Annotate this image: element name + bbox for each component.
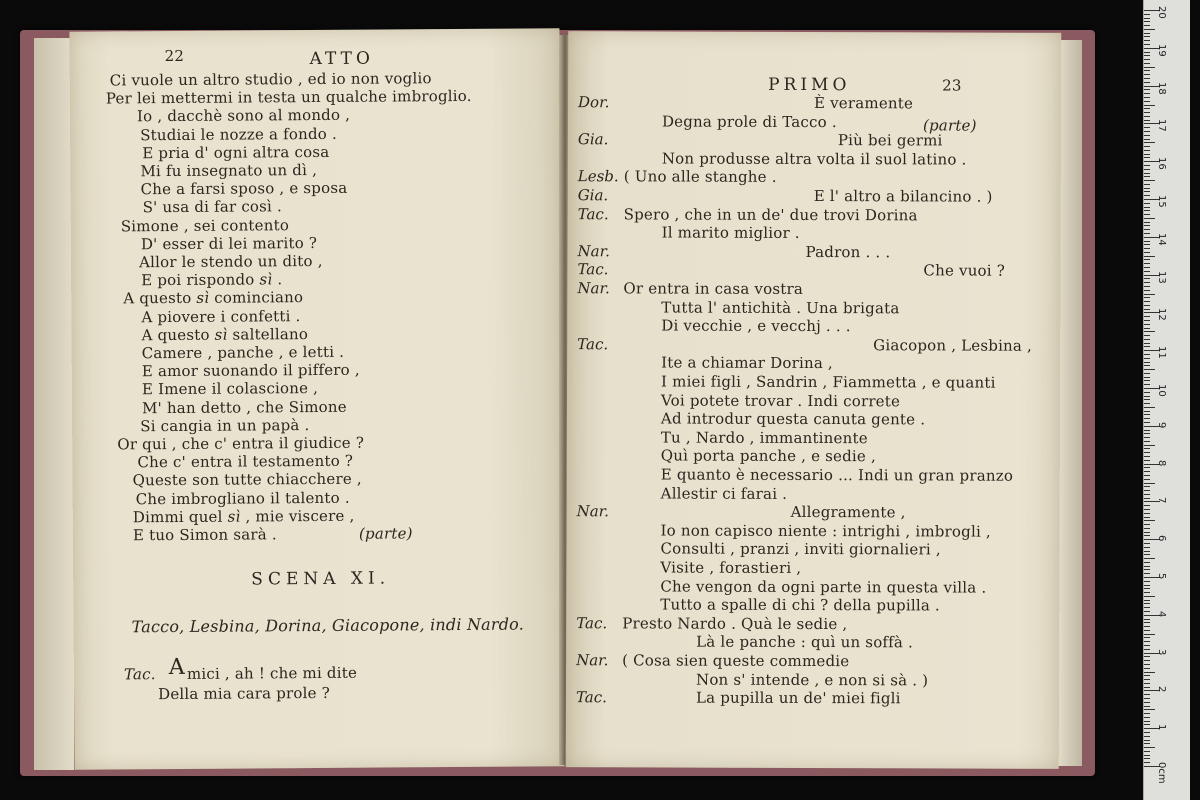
ruler-tick [1144, 743, 1150, 744]
dialogue-line: E l' altro a bilancino . ) [813, 186, 993, 206]
dialogue-line: Ite a chiamar Dorina , [661, 353, 833, 373]
right-page-edges [1058, 40, 1082, 766]
ruler-tick [1144, 320, 1150, 321]
dialogue-line: Tutto a spalle di chi ? della pupilla . [660, 595, 940, 615]
ruler-tick [1144, 441, 1150, 442]
ruler-tick [1144, 271, 1150, 272]
dialogue-line: Giacopon , Lesbina , [873, 336, 1033, 355]
ruler-tick [1144, 29, 1155, 30]
ruler-tick [1144, 456, 1150, 457]
ruler-tick [1144, 259, 1150, 260]
speaker-tac: Tac. [123, 665, 156, 684]
dialogue-line: Tutta l' antichità . Una brigata [661, 298, 900, 317]
ruler-tick [1144, 600, 1150, 601]
verse-line: Dimmi quel sì , mie viscere , [132, 506, 355, 527]
ruler-tick [1144, 173, 1150, 174]
verse-line: Studiai le nozze a fondo . [140, 124, 337, 144]
verse-line: E poi rispondo sì . [141, 270, 283, 290]
ruler-tick [1144, 52, 1150, 53]
dialogue-line: La pupilla un de' miei figli [695, 688, 901, 708]
ruler-tick [1144, 724, 1150, 725]
speaker-label: Nar. [576, 502, 610, 521]
ruler-tick [1144, 165, 1150, 166]
speaker-label: Tac. [577, 204, 609, 223]
ruler-tick [1144, 517, 1150, 518]
dialogue-line: Presto Nardo . Quà le sedie , [622, 614, 848, 633]
speaker-label: Tac. [576, 613, 608, 633]
ruler-number: 17 [1156, 119, 1167, 133]
ruler-tick [1144, 267, 1150, 268]
verse-line: Si cangia in un papà . [140, 415, 310, 436]
page-number-left: 22 [164, 46, 185, 66]
ruler-tick [1144, 698, 1150, 699]
ruler-tick [1144, 108, 1150, 109]
ruler-tick [1144, 747, 1155, 748]
verse-line: E Imene il colascione , [141, 379, 319, 399]
ruler-tick [1144, 430, 1150, 431]
ruler-number: 14 [1156, 232, 1167, 246]
ruler-tick [1144, 127, 1150, 128]
verse-line: D' esser di lei marito ? [140, 233, 318, 254]
ruler-number: 3 [1156, 648, 1167, 655]
dialogue-line: I miei figli , Sandrin , Fiammetta , e quanti [661, 372, 996, 392]
ruler-tick [1144, 203, 1150, 204]
ruler-number: 0cm [1156, 762, 1167, 784]
ruler-tick [1144, 225, 1150, 226]
ruler-tick [1144, 195, 1150, 196]
verse-line: A questo sì saltellano [141, 324, 309, 345]
ruler-tick [1144, 150, 1150, 151]
ruler-tick [1144, 702, 1150, 703]
ruler-tick [1144, 535, 1150, 536]
verse-line: Mi fu insegnato un dì , [140, 160, 318, 181]
ruler-tick [1144, 751, 1150, 752]
ruler-tick [1144, 588, 1150, 589]
dialogue-line: E quanto è necessario ... Indi un gran pranzo [660, 465, 1014, 485]
ruler-tick [1144, 437, 1150, 438]
ruler-tick [1144, 709, 1155, 710]
ruler-tick [1144, 384, 1150, 385]
ruler-tick [1144, 97, 1150, 98]
character-list: Tacco, Lesbina, Dorina, Giacopone, indi Nardo. [131, 614, 525, 637]
ruler-tick [1144, 596, 1155, 597]
running-head-left: ATTO [309, 48, 374, 70]
ruler-tick [1144, 524, 1150, 525]
ruler-tick [1144, 721, 1150, 722]
dialogue-line: Di vecchie , e vecchj . . . [661, 316, 851, 336]
verse-line: Or qui , che c' entra il giudice ? [117, 433, 365, 454]
ruler-tick [1144, 294, 1155, 295]
dialogue-line: Allegramente , [790, 503, 906, 522]
ruler-tick [1144, 679, 1150, 680]
ruler-tick [1144, 585, 1150, 586]
ruler-tick [1144, 626, 1150, 627]
ruler-tick [1144, 399, 1150, 400]
ruler-tick [1144, 40, 1150, 41]
speaker-label: Gia. [577, 130, 609, 149]
ruler-tick [1144, 184, 1150, 185]
ruler-tick [1144, 637, 1150, 638]
ruler-number: 20 [1156, 6, 1167, 19]
ruler-tick [1144, 362, 1150, 363]
ruler-tick [1144, 157, 1150, 158]
verse-line: Che c' entra il testamento ? [137, 451, 354, 472]
ruler-tick [1144, 82, 1150, 83]
ruler-tick [1144, 116, 1150, 117]
left-page [69, 28, 564, 769]
ruler-tick [1144, 706, 1150, 707]
ruler-tick [1144, 498, 1150, 499]
ruler-tick [1144, 346, 1150, 347]
ruler-tick [1144, 305, 1150, 306]
ruler-tick [1144, 188, 1150, 189]
ruler-tick [1144, 131, 1150, 132]
dialogue-line: Spero , che in un de' due trovi Dorina [623, 204, 918, 224]
ruler-tick [1144, 762, 1150, 763]
ruler-tick [1144, 433, 1150, 434]
ruler-tick [1144, 67, 1155, 68]
ruler-number: 18 [1156, 81, 1167, 95]
verse-line: E pria d' ogni altra cosa [142, 142, 330, 163]
ruler-tick [1144, 694, 1150, 695]
ruler-tick [1144, 377, 1150, 378]
ruler-tick [1144, 452, 1150, 453]
ruler-tick [1144, 656, 1150, 657]
dialogue-line: Padron . . . [805, 242, 891, 262]
ruler-tick [1144, 562, 1150, 563]
ruler-tick [1144, 668, 1150, 669]
ruler-number: 6 [1156, 535, 1167, 542]
ruler-tick [1144, 471, 1150, 472]
dialogue-line: Non s' intende , e non si sà . ) [695, 670, 929, 689]
ruler-tick [1144, 607, 1150, 608]
speaker-label: Gia. [577, 186, 609, 205]
ruler-tick [1144, 229, 1150, 230]
dialogue-line: Allestir ci farai . [660, 484, 788, 503]
italic-word: sì [214, 325, 228, 344]
stage-direction-parte: (parte) [358, 524, 413, 543]
ruler-tick [1144, 683, 1150, 684]
ruler-tick [1144, 135, 1150, 136]
ruler-tick [1144, 486, 1150, 487]
ruler-tick [1144, 479, 1150, 480]
ruler-tick [1144, 14, 1150, 15]
ruler-tick [1144, 392, 1150, 393]
verse-line: E tuo Simon sarà . (parte) [132, 524, 413, 545]
ruler-tick [1144, 214, 1150, 215]
dialogue-line: Ad introdur questa canuta gente . [660, 409, 926, 429]
dialogue-line: Che vuoi ? [923, 261, 1006, 281]
dialogue-line: Tu , Nardo , immantinente [660, 428, 868, 447]
ruler-tick [1144, 335, 1150, 336]
ruler-number: 19 [1156, 43, 1167, 57]
ruler-number: 15 [1156, 195, 1167, 208]
ruler-tick [1144, 755, 1150, 756]
ruler-tick [1144, 222, 1150, 223]
ruler-tick [1144, 422, 1150, 423]
ruler-tick [1144, 513, 1150, 514]
ruler-tick [1144, 528, 1150, 529]
ruler-tick [1144, 543, 1150, 544]
verse-line: Allor le stendo un dito , [138, 251, 323, 272]
ruler-tick [1144, 101, 1150, 102]
dialogue-line: Visite , forastieri , [660, 558, 802, 577]
ruler-tick [1144, 301, 1150, 302]
ruler-number: 7 [1156, 497, 1167, 504]
ruler-tick [1144, 736, 1150, 737]
verse-line: M' han detto , che Simone [141, 397, 347, 417]
ruler-tick [1144, 569, 1150, 570]
ruler-tick [1144, 324, 1150, 325]
verse-line: mici , ah ! che mi dite [186, 663, 358, 683]
dialogue-line: Degna prole di Tacco . [661, 112, 837, 131]
ruler-tick [1144, 369, 1155, 370]
ruler-tick [1144, 358, 1150, 359]
dialogue-line: Non produsse altra volta il suol latino . [661, 149, 967, 169]
verse-line: Che a farsi sposo , e sposa [140, 178, 348, 199]
ruler-tick [1144, 218, 1155, 219]
ruler-tick [1144, 263, 1150, 264]
ruler-tick [1144, 634, 1155, 635]
dialogue-line: ( Cosa sien queste commedie [622, 651, 850, 671]
ruler-tick [1144, 36, 1150, 37]
ruler-tick [1144, 154, 1150, 155]
ruler-tick [1144, 180, 1155, 181]
ruler-tick [1144, 33, 1150, 34]
ruler-tick [1144, 59, 1150, 60]
ruler-tick [1144, 233, 1150, 234]
right-page [566, 31, 1062, 769]
ruler-tick [1144, 396, 1150, 397]
ruler-tick [1144, 331, 1155, 332]
ruler-tick [1144, 328, 1150, 329]
drop-capital: A [168, 654, 186, 681]
ruler-tick [1144, 418, 1150, 419]
ruler-tick [1144, 63, 1150, 64]
ruler-tick [1144, 554, 1150, 555]
italic-word: sì [196, 289, 210, 308]
ruler-tick [1144, 241, 1150, 242]
dialogue-line: Più bei germi [837, 131, 943, 150]
speaker-label: Nar. [577, 279, 610, 298]
verse-line: Per lei mettermi in testa un qualche imbroglio. [105, 87, 472, 108]
ruler-tick [1144, 210, 1150, 211]
ruler-tick [1144, 309, 1150, 310]
ruler-tick [1144, 732, 1150, 733]
ruler-number: 9 [1156, 421, 1167, 429]
ruler-tick [1144, 740, 1150, 741]
ruler-tick [1144, 70, 1150, 71]
ruler-tick [1144, 93, 1150, 94]
ruler-tick [1144, 664, 1150, 665]
ruler-tick [1144, 282, 1150, 283]
verse-line: Che imbrogliano il talento . [135, 488, 350, 508]
ruler-tick [1144, 44, 1150, 45]
ruler-tick [1144, 365, 1150, 366]
verse-line: Queste son tutte chiacchere , [132, 470, 362, 490]
italic-word: sì [227, 507, 241, 526]
ruler-tick [1144, 641, 1150, 642]
dialogue-line: È veramente [814, 94, 914, 113]
ruler-tick [1144, 581, 1150, 582]
dialogue-line: Io non capisco niente : intrighi , imbrogli , [660, 521, 991, 541]
ruler-number: 8 [1156, 459, 1167, 466]
ruler-tick [1144, 55, 1150, 56]
italic-word: sì [259, 270, 273, 289]
ruler-tick [1144, 380, 1150, 381]
verse-line: S' usa di far così . [142, 197, 283, 217]
ruler-tick [1144, 316, 1150, 317]
ruler-tick [1144, 649, 1150, 650]
ruler-tick [1144, 558, 1155, 559]
ruler-tick [1144, 120, 1150, 121]
ruler-tick [1144, 169, 1150, 170]
ruler-tick [1144, 687, 1150, 688]
ruler-tick [1144, 403, 1150, 404]
speaker-label: Tac. [577, 334, 609, 354]
ruler-number: 2 [1156, 686, 1167, 693]
ruler-tick [1144, 373, 1150, 374]
speaker-label: Dor. [578, 93, 610, 112]
ruler-tick [1144, 494, 1150, 495]
ruler-tick [1144, 611, 1150, 612]
ruler-tick [1144, 603, 1150, 604]
ruler-tick [1144, 483, 1155, 484]
ruler-tick [1144, 256, 1155, 257]
stage-direction-parte: (parte) [922, 116, 977, 135]
speaker-label: Nar. [576, 651, 609, 670]
ruler-tick [1144, 74, 1150, 75]
ruler-number: 4 [1156, 610, 1167, 618]
speaker-label: Lesb. [577, 167, 619, 186]
ruler-tick [1144, 675, 1150, 676]
ruler-number: 12 [1156, 308, 1167, 322]
ruler-tick [1144, 713, 1150, 714]
speaker-label: Tac. [575, 688, 607, 707]
ruler-tick [1144, 146, 1150, 147]
ruler-tick [1144, 252, 1150, 253]
ruler-tick [1144, 532, 1150, 533]
ruler-tick [1144, 592, 1150, 593]
ruler-tick [1144, 142, 1155, 143]
ruler-tick [1144, 619, 1150, 620]
ruler-tick [1144, 248, 1150, 249]
ruler-tick [1144, 207, 1150, 208]
ruler-number: 5 [1156, 573, 1167, 580]
ruler-tick [1144, 505, 1150, 506]
dialogue-line: Consulti , pranzi , inviti giornalieri , [660, 539, 941, 559]
verse-line: A questo sì cominciano [123, 288, 304, 308]
ruler-tick [1144, 290, 1150, 291]
ruler-tick [1144, 547, 1150, 548]
ruler-tick [1144, 297, 1150, 298]
dialogue-line: Or entra in casa vostra [623, 279, 804, 298]
ruler-tick [1144, 139, 1150, 140]
ruler-number: 1 [1156, 724, 1167, 731]
ruler-tick [1144, 645, 1150, 646]
ruler-tick [1144, 191, 1150, 192]
verse-line: E amor suonando il piffero , [141, 360, 360, 381]
ruler-tick [1144, 717, 1150, 718]
ruler-tick [1144, 407, 1155, 408]
ruler-tick [1144, 520, 1155, 521]
ruler-tick [1144, 490, 1150, 491]
measuring-ruler [1143, 0, 1190, 800]
verse-line: Camere , panche , e letti . [141, 342, 345, 363]
ruler-number: 10 [1156, 384, 1167, 397]
verse-line: Ci vuole un altro studio , ed io non voglio [109, 69, 432, 90]
ruler-tick [1144, 354, 1150, 355]
ruler-tick [1144, 660, 1150, 661]
ruler-tick [1144, 411, 1150, 412]
speaker-label: Tac. [577, 260, 609, 279]
ruler-number: 13 [1156, 270, 1167, 284]
verse-line: Simone , sei contento [120, 215, 290, 235]
ruler-number: 16 [1156, 157, 1167, 170]
ruler-tick [1144, 509, 1150, 510]
dialogue-line: Quì porta panche , e sedie , [660, 446, 876, 466]
dialogue-line: Voi potete trovar . Indi correte [660, 391, 901, 410]
ruler-tick [1144, 445, 1155, 446]
ruler-tick [1144, 343, 1150, 344]
page-number-right: 23 [942, 76, 962, 95]
dialogue-line: Che vengon da ogni parte in questa villa . [660, 577, 987, 597]
ruler-number: 11 [1156, 346, 1167, 359]
ruler-tick [1144, 89, 1150, 90]
ruler-tick [1144, 176, 1150, 177]
verse-line: Io , dacchè sono al mondo , [136, 106, 351, 126]
ruler-tick [1144, 18, 1150, 19]
ruler-tick [1144, 78, 1150, 79]
ruler-tick [1144, 630, 1150, 631]
ruler-tick [1144, 622, 1150, 623]
ruler-tick [1144, 21, 1150, 22]
ruler-tick [1144, 566, 1150, 567]
ruler-tick [1144, 475, 1150, 476]
ruler-tick [1144, 414, 1150, 415]
ruler-tick [1144, 672, 1155, 673]
ruler-tick [1144, 467, 1150, 468]
ruler-tick [1144, 105, 1155, 106]
left-page-edges [34, 38, 74, 770]
verse-line: Della mia cara prole ? [157, 683, 330, 704]
ruler-tick [1144, 460, 1150, 461]
ruler-tick [1144, 286, 1150, 287]
scene-title: SCENA XI. [251, 568, 391, 590]
speaker-label: Nar. [577, 241, 610, 261]
ruler-tick [1144, 244, 1150, 245]
ruler-tick [1144, 573, 1150, 574]
dialogue-line: ( Uno alle stanghe . [623, 167, 777, 187]
running-head-right: PRIMO [768, 74, 851, 96]
ruler-tick [1144, 112, 1150, 113]
ruler-tick [1144, 758, 1150, 759]
ruler-tick [1144, 551, 1150, 552]
dialogue-line: Là le panche : quì un soffà . [696, 632, 914, 652]
dialogue-line: Il marito miglior . [661, 223, 800, 243]
ruler-tick [1144, 278, 1150, 279]
ruler-tick [1144, 339, 1150, 340]
verse-line: A piovere i confetti . [141, 306, 301, 326]
ruler-tick [1144, 448, 1150, 449]
ruler-tick [1144, 25, 1150, 26]
